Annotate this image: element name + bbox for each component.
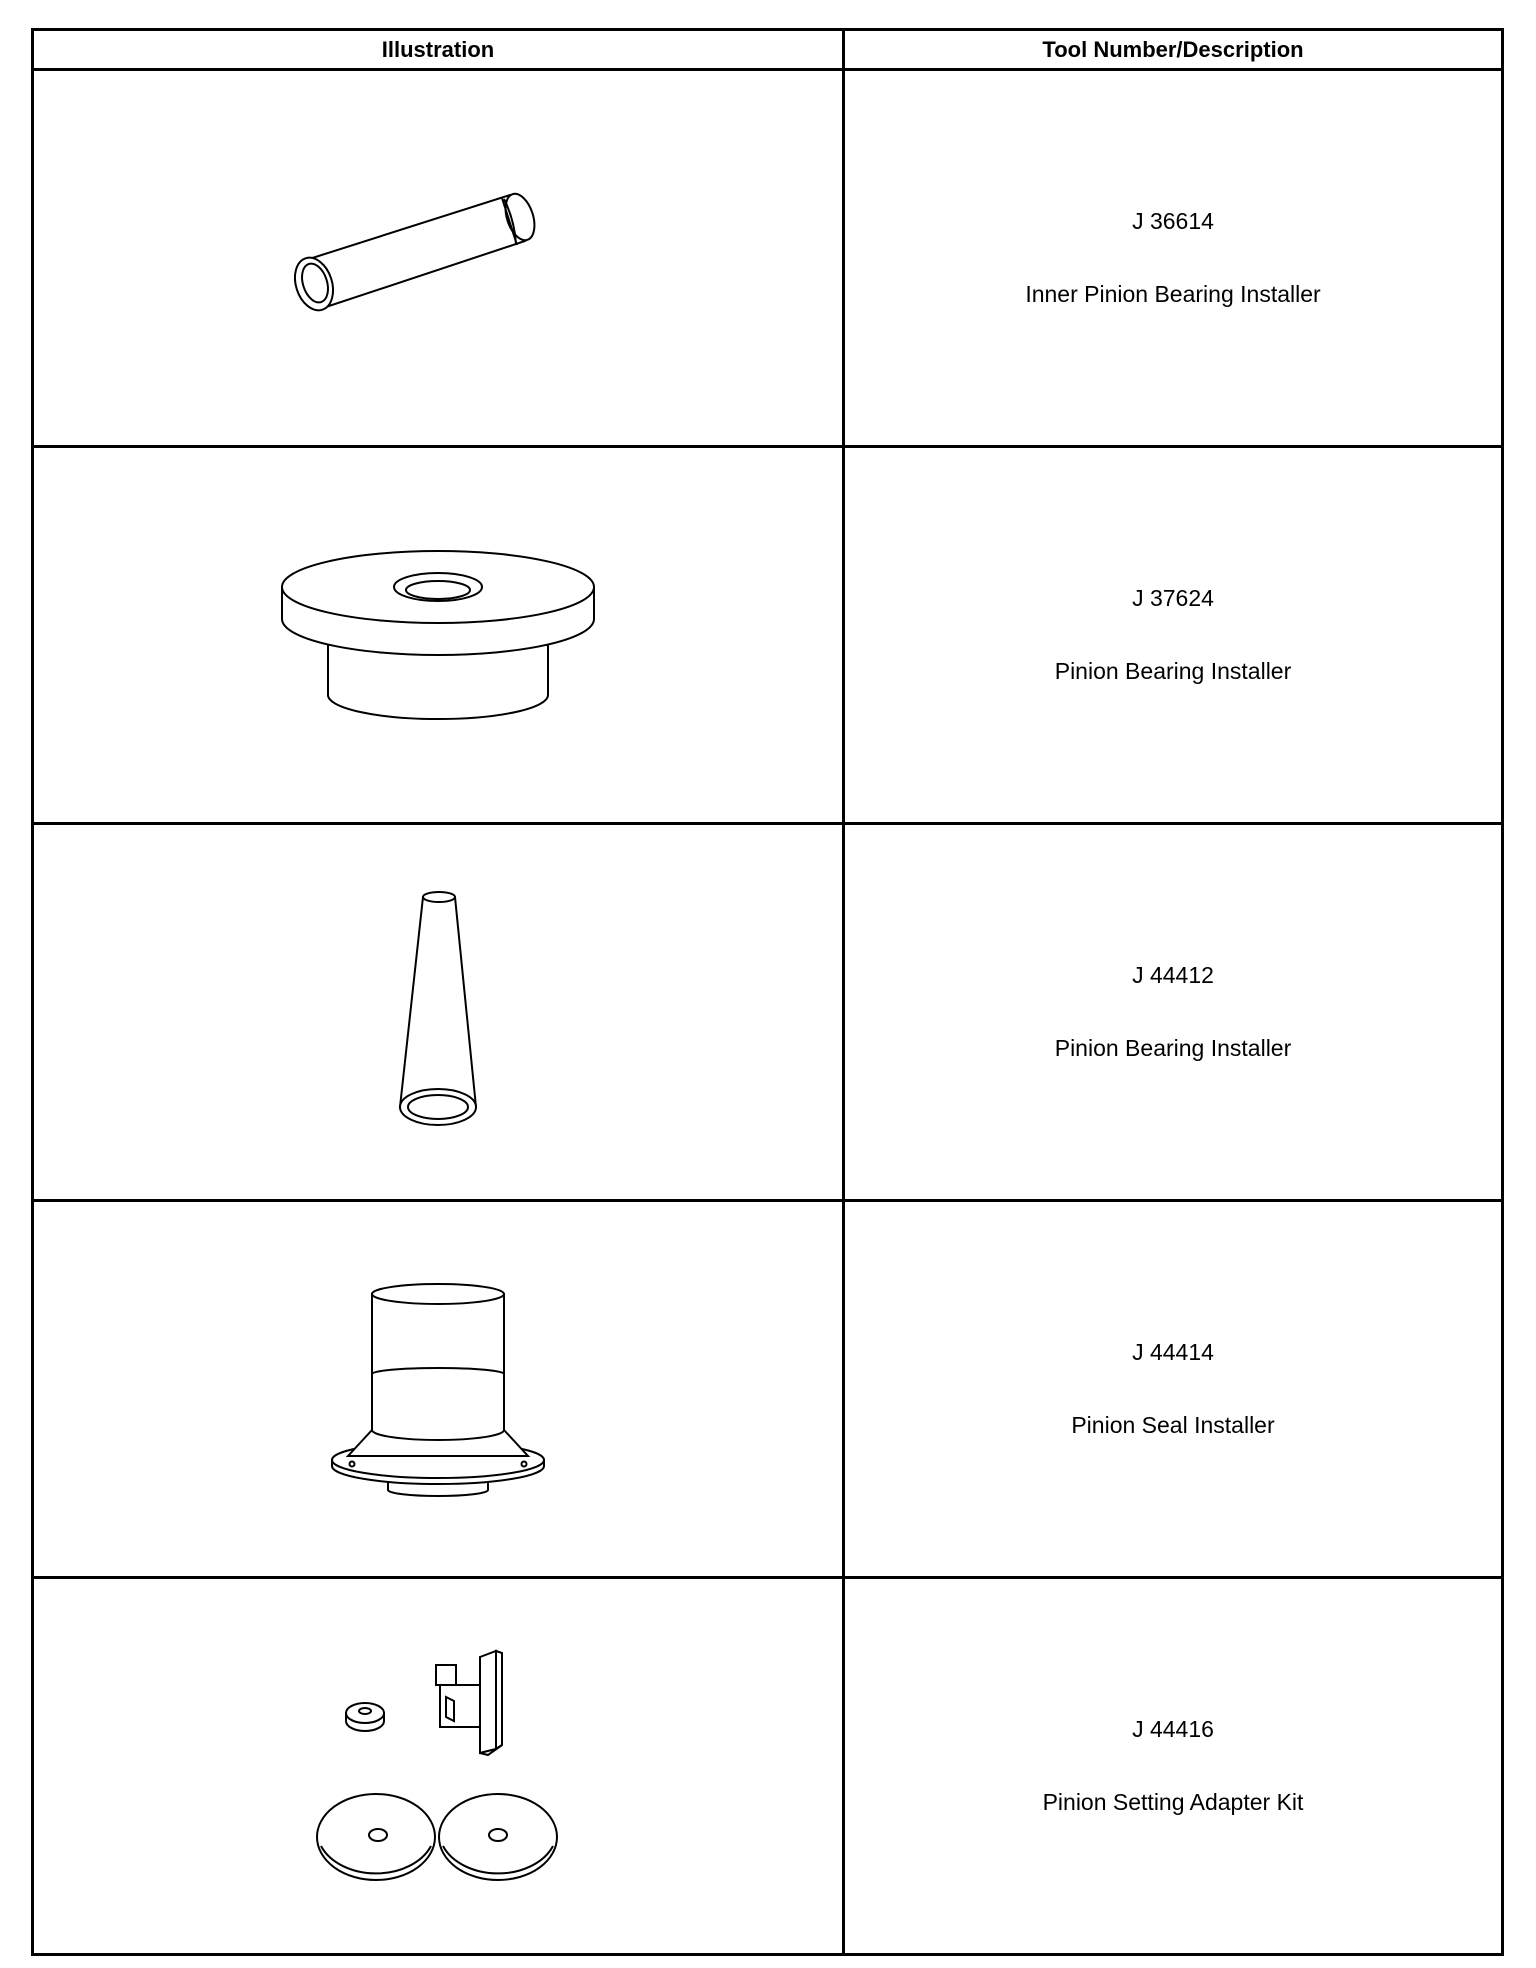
illustration-cell xyxy=(33,1201,844,1578)
tool-description: Pinion Setting Adapter Kit xyxy=(1042,1789,1304,1815)
table-header-row xyxy=(33,30,1503,70)
tool-description: Pinion Bearing Installer xyxy=(1054,658,1292,684)
adapter-kit-icon xyxy=(308,1641,568,1891)
table-row xyxy=(33,824,1503,1201)
table-row xyxy=(33,70,1503,447)
tool-number: J 44412 xyxy=(1132,962,1214,988)
description-cell xyxy=(844,824,1503,1201)
tool-number: J 44414 xyxy=(1132,1339,1214,1365)
header-tool-number-description: Tool Number/Description xyxy=(844,30,1503,70)
illustration-cell xyxy=(33,1578,844,1955)
tube-installer-icon xyxy=(278,168,598,348)
table-row xyxy=(33,447,1503,824)
tool-number: J 44416 xyxy=(1132,1716,1214,1742)
description-cell xyxy=(844,1578,1503,1955)
description-cell xyxy=(844,447,1503,824)
flanged-disc-installer-icon xyxy=(278,535,598,735)
illustration-cell xyxy=(33,824,844,1201)
table-row xyxy=(33,1578,1503,1955)
illustration-cell xyxy=(33,70,844,447)
tapered-tube-installer-icon xyxy=(378,882,498,1142)
tool-description: Inner Pinion Bearing Installer xyxy=(1025,281,1321,307)
description-cell xyxy=(844,70,1503,447)
tool-description: Pinion Seal Installer xyxy=(1071,1412,1275,1438)
table-row xyxy=(33,1201,1503,1578)
header-illustration: Illustration xyxy=(33,30,844,70)
tool-number: J 37624 xyxy=(1132,585,1214,611)
description-cell xyxy=(844,1201,1503,1578)
illustration-cell xyxy=(33,447,844,824)
tool-description: Pinion Bearing Installer xyxy=(1054,1035,1292,1061)
tool-number: J 36614 xyxy=(1132,208,1214,234)
special-tools-table xyxy=(31,28,1504,1956)
seal-installer-icon xyxy=(328,1274,548,1504)
